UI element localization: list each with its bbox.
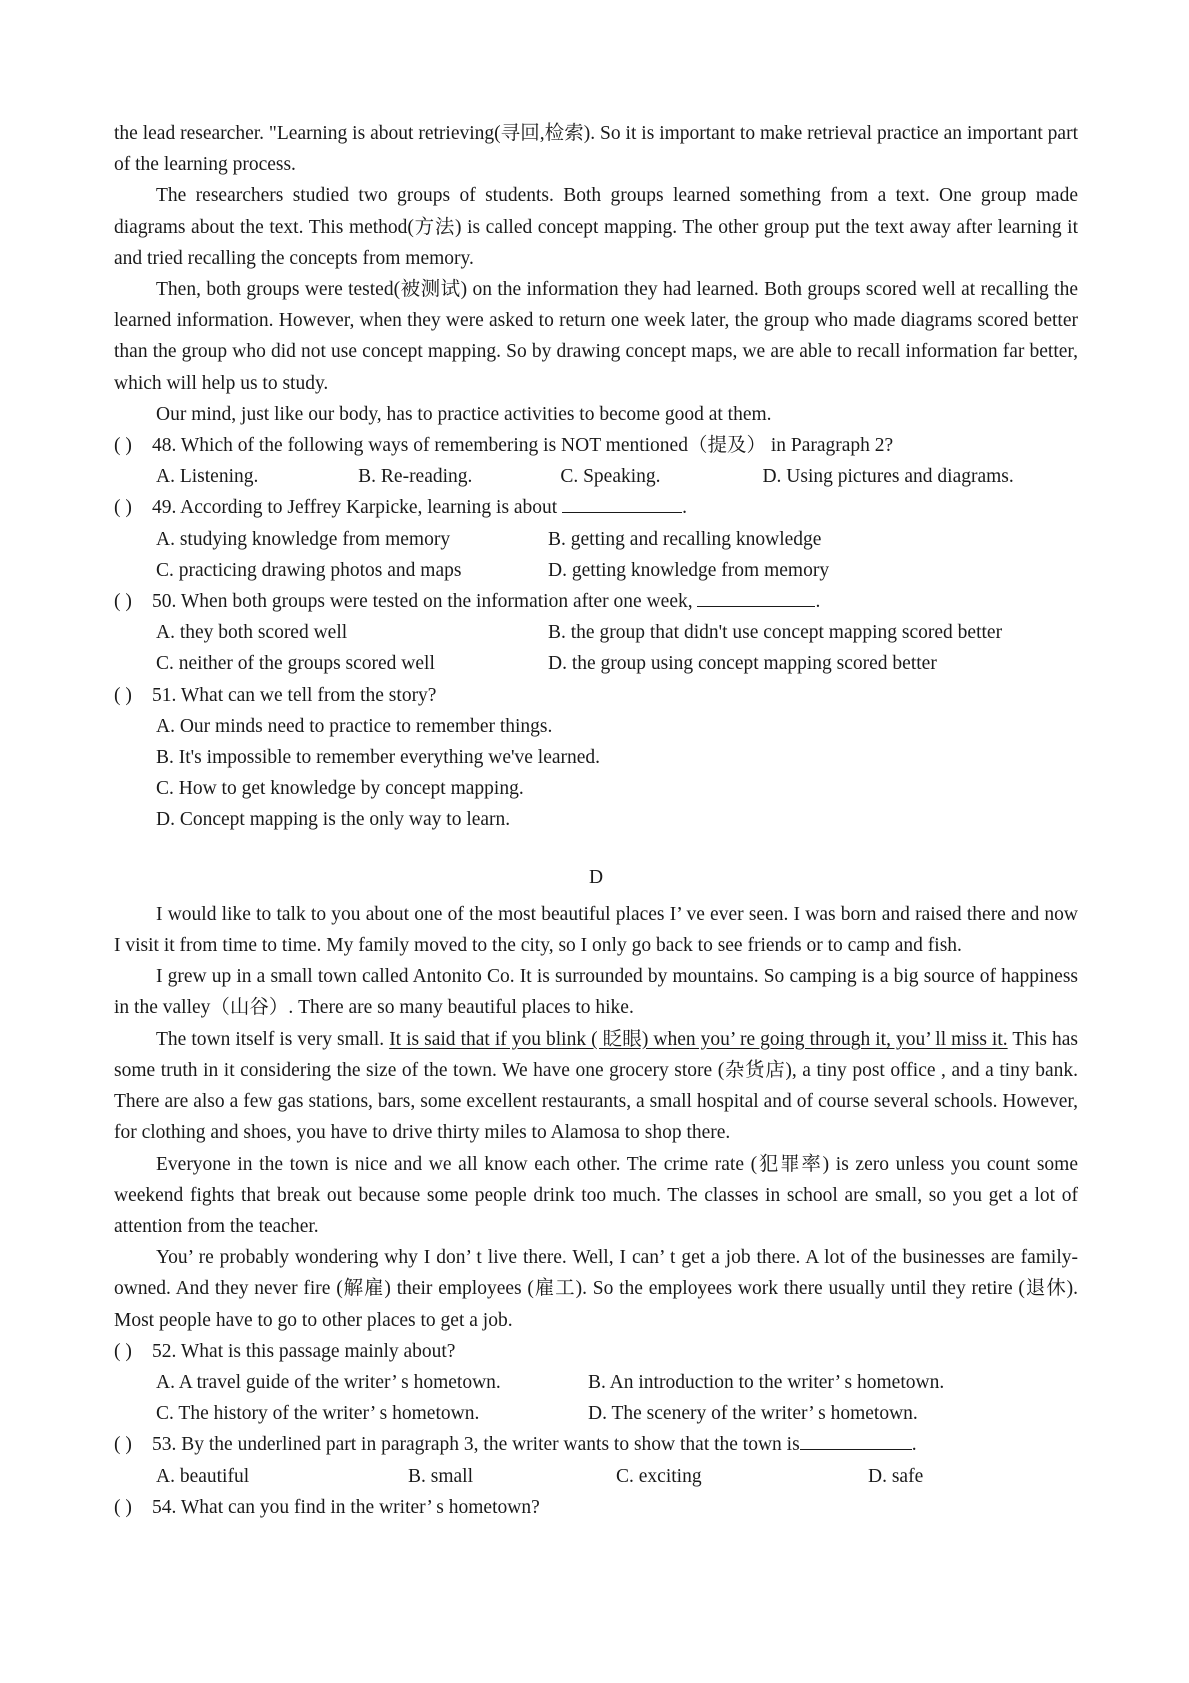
passage-c-paragraph-4: Our mind, just like our body, has to practice activities to become good at them. xyxy=(156,403,772,425)
answer-blank xyxy=(562,492,682,513)
question-49-options-row-2 xyxy=(114,555,1078,586)
answer-bracket: ( ) xyxy=(114,435,132,457)
option-b: B. small xyxy=(408,1465,474,1487)
question-stem: 52. What is this passage mainly about? xyxy=(152,1340,456,1362)
option-b: B. getting and recalling knowledge xyxy=(548,528,822,550)
option-c: C. The history of the writer’ s hometown. xyxy=(156,1403,480,1425)
question-stem: 49. According to Jeffrey Karpicke, learning is about xyxy=(152,497,558,519)
question-52 xyxy=(114,1336,1078,1367)
passage-d-paragraph-1: I would like to talk to you about one of the most beautiful places I’ ve ever seen. I was born and raised there and now I visit it from time to time. My family moved to the city, so I only go back to see friends or to camp and fish. xyxy=(114,903,1078,957)
question-stem: 50. When both groups were tested on the information after one week, xyxy=(152,591,693,613)
option-c: C. exciting xyxy=(616,1465,702,1487)
option-b: B. the group that didn't use concept mapping scored better xyxy=(548,622,1003,644)
option-a: A. studying knowledge from memory xyxy=(156,528,451,550)
option-a: A. Our minds need to practice to remember things. xyxy=(156,715,553,737)
question-52-options-row-1 xyxy=(114,1367,1078,1398)
exam-page xyxy=(114,118,1078,1523)
passage-c-paragraph-1: the lead researcher. "Learning is about retrieving(寻回,检索). So it is important to make retrieval practice an important part of the learning process. xyxy=(114,123,1078,176)
option-d: D. Concept mapping is the only way to learn. xyxy=(156,809,511,831)
option-c: C. How to get knowledge by concept mapping. xyxy=(156,778,524,800)
question-48 xyxy=(114,430,1078,461)
question-stem: 53. By the underlined part in paragraph 3, the writer wants to show that the town is xyxy=(152,1434,800,1456)
passage-c-paragraph-3: Then, both groups were tested(被测试) on the information they had learned. Both groups scored well at recalling the learned information. However, when they were asked to return one week later, the group who made diagrams scored better than the group who did not use concept mapping. So by drawing concept maps, we are able to recall information far better, which will help us to study. xyxy=(114,279,1078,394)
paragraph-3-lead: The town itself is very small. xyxy=(156,1028,385,1050)
answer-bracket: ( ) xyxy=(114,1434,132,1456)
question-53 xyxy=(114,1429,1078,1460)
question-end: . xyxy=(815,591,821,613)
answer-bracket: ( ) xyxy=(114,1496,132,1518)
question-50 xyxy=(114,586,1078,617)
option-b: B. It's impossible to remember everything we've learned. xyxy=(156,747,601,769)
question-52-options-row-2 xyxy=(114,1398,1078,1429)
question-49-options-row-1 xyxy=(114,524,1078,555)
answer-bracket: ( ) xyxy=(114,497,132,519)
question-stem: 48. Which of the following ways of remembering is NOT mentioned（提及） in Paragraph 2? xyxy=(152,435,894,457)
question-54 xyxy=(114,1492,1078,1523)
answer-bracket: ( ) xyxy=(114,1340,132,1362)
option-d: D. The scenery of the writer’ s hometown. xyxy=(588,1403,918,1425)
question-end: . xyxy=(682,497,687,519)
question-50-options-row-2 xyxy=(114,648,1078,679)
question-49 xyxy=(114,492,1078,523)
option-d: D. the group using concept mapping scored better xyxy=(548,653,937,675)
option-d: D. safe xyxy=(868,1465,924,1487)
option-c: C. practicing drawing photos and maps xyxy=(156,559,462,581)
question-end: . xyxy=(911,1434,917,1456)
passage-d-paragraph-4: Everyone in the town is nice and we all know each other. The crime rate (犯罪率) is zero unless you count some weekend fights that break out because some people drink too much. The classes in school are small, so you get a lot of attention from the teacher. xyxy=(114,1153,1078,1237)
passage-d-paragraph-2: I grew up in a small town called Antonito Co. It is surrounded by mountains. So camping is a big source of happiness in the valley（山谷）. There are so many beautiful places to hike. xyxy=(114,966,1078,1019)
passage-d-paragraph-5: You’ re probably wondering why I don’ t live there. Well, I can’ t get a job there. A lot of the businesses are family-owned. And they never fire (解雇) their employees (雇工). So the employees work there usually until they retire (退休). Most people have to go to other places to get a job. xyxy=(114,1247,1078,1331)
underlined-sentence: It is said that if you blink ( 眨眼) when you’ re going through it, you’ ll miss it. xyxy=(389,1028,1008,1050)
option-a: A. beautiful xyxy=(156,1465,250,1487)
answer-bracket: ( ) xyxy=(114,684,132,706)
option-c: C. Speaking. xyxy=(560,466,661,488)
option-b: B. Re-reading. xyxy=(358,466,473,488)
option-a: A. they both scored well xyxy=(156,622,348,644)
option-d: D. Using pictures and diagrams. xyxy=(762,466,1014,488)
question-50-options-row-1 xyxy=(114,617,1078,648)
question-stem: 54. What can you find in the writer’ s hometown? xyxy=(152,1496,540,1518)
option-a: A. A travel guide of the writer’ s hometown. xyxy=(156,1371,501,1393)
answer-blank xyxy=(697,586,815,607)
passage-d-paragraph-3 xyxy=(114,1024,1078,1149)
option-d: D. getting knowledge from memory xyxy=(548,559,830,581)
option-c: C. neither of the groups scored well xyxy=(156,653,435,675)
paragraph-3-rest: This has some truth in it considering the size of the town. We have one grocery store (杂货店), a tiny post office , and a tiny bank. There are also a few gas stations, bars, some excellent restaurants, a small hospital and of course several schools. However, for clothing and shoes, you have to drive thirty miles to Alamosa to shop there. xyxy=(114,1028,1078,1144)
passage-d-heading: D xyxy=(588,866,604,888)
question-51 xyxy=(114,680,1078,711)
option-b: B. An introduction to the writer’ s hometown. xyxy=(588,1371,945,1393)
question-53-options xyxy=(114,1461,1078,1492)
answer-blank xyxy=(800,1429,912,1450)
option-a: A. Listening. xyxy=(156,466,259,488)
passage-c-paragraph-2: The researchers studied two groups of students. Both groups learned something from a text. One group made diagrams about the text. This method(方法) is called concept mapping. The other group put the text away after learning it and tried recalling the concepts from memory. xyxy=(114,185,1078,269)
answer-bracket: ( ) xyxy=(114,591,132,613)
question-48-options xyxy=(114,461,1078,492)
question-stem: 51. What can we tell from the story? xyxy=(152,684,437,706)
